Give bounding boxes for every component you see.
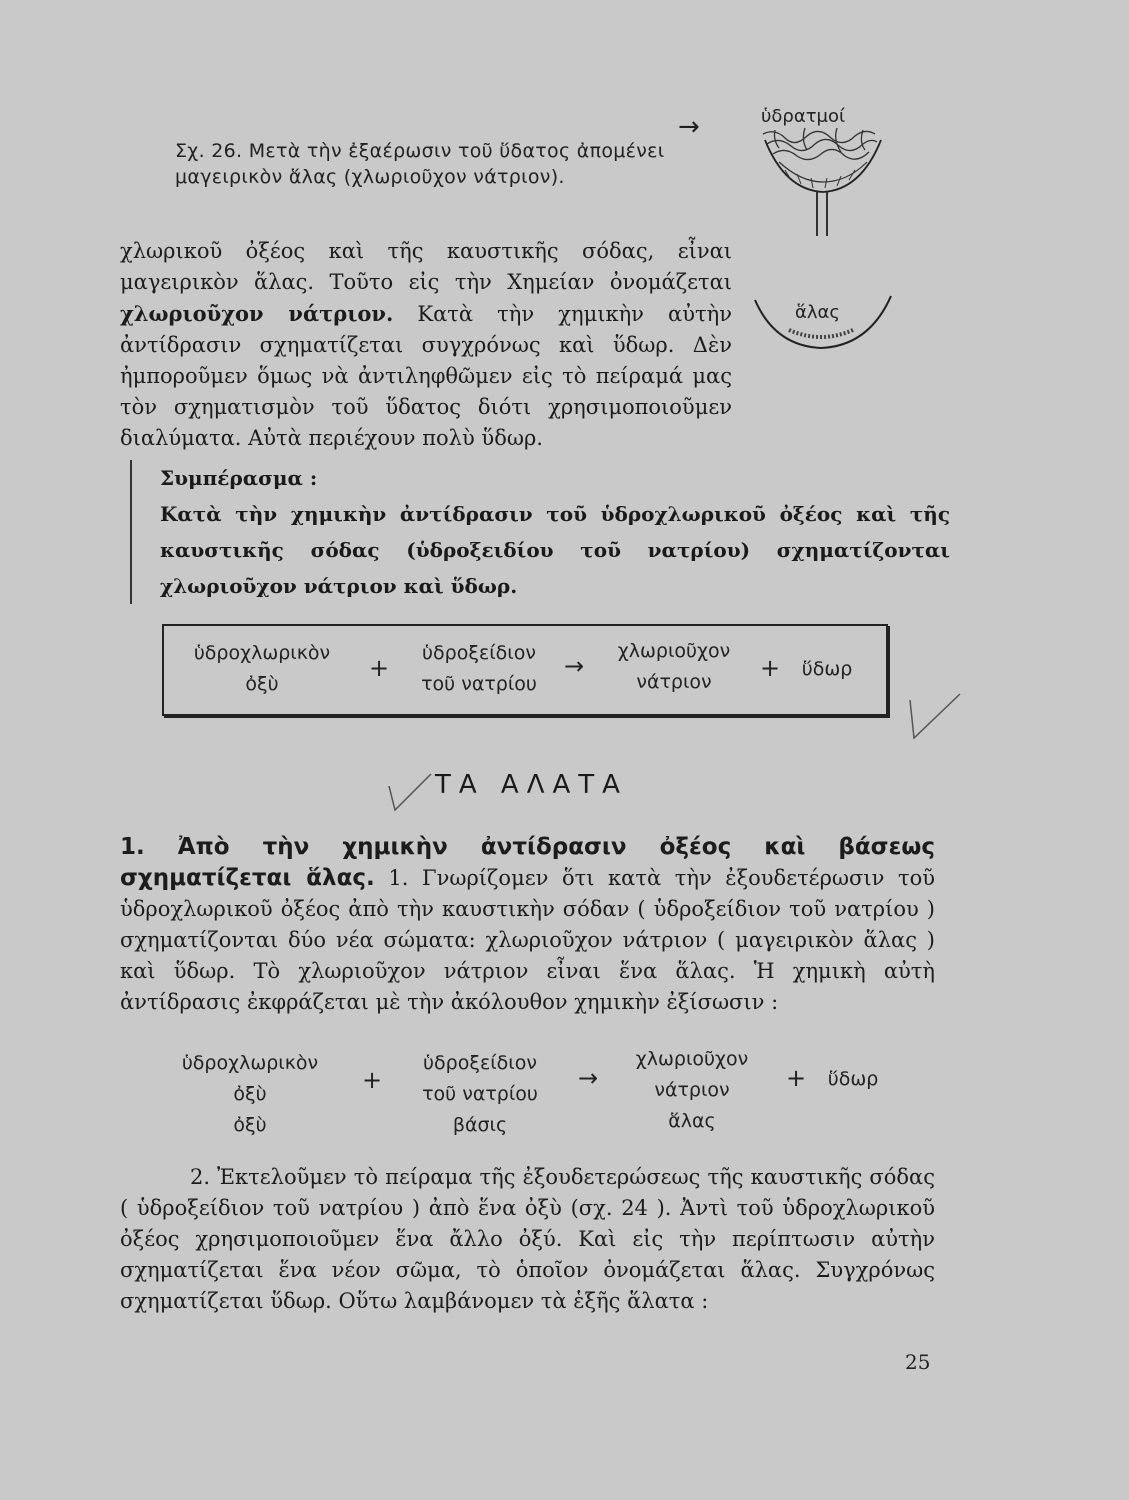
conclusion-title: Συμπέρασμα : <box>160 466 318 490</box>
conclusion-body: Κατὰ τὴν χημικὴν ἀντίδρασιν τοῦ ὑδροχλωρικοῦ ὀξέος καὶ τῆς καυστικῆς σόδας (ὑδροξειδίου τοῦ νατρίου) σχηματίζονται χλωριοῦχον νάτριον καὶ ὕδωρ. <box>160 502 950 598</box>
equation-2-term-acid <box>165 1048 335 1141</box>
paragraph-1 <box>120 236 732 454</box>
equation-arrow: → <box>564 652 585 680</box>
caption-arrow: → <box>678 112 700 142</box>
page-number: 25 <box>905 1350 931 1374</box>
equation-box <box>162 624 888 716</box>
pencil-check-mark <box>890 690 970 750</box>
equation-term-base-line2: τοῦ νατρίου <box>421 673 537 695</box>
equation-2-term-salt-line2: νάτριον <box>654 1079 730 1101</box>
paragraph-1-text-b: Κατὰ τὴν χημικὴν αὐτὴν ἀντίδρασιν σχηματίζεται συγχρόνως καὶ ὕδωρ. Δὲν ἠμποροῦμεν ὅμως νὰ ἀντιληφθῶμεν εἰς τὸ πείραμά μας τὸν σχηματισμὸν τοῦ ὕδατος διότι χρησιμοποιοῦμεν διαλύματα. Αὐτὰ περιέχουν πολὺ ὕδωρ. <box>120 302 732 450</box>
equation-2-term-base <box>400 1048 560 1141</box>
section-title: ΤΑ ΑΛΑΤΑ <box>435 770 628 800</box>
equation-term-salt-line1: χλωριοῦχον <box>617 640 731 662</box>
equation-term-base-line1: ὑδροξείδιον <box>422 642 536 664</box>
figure-caption: Σχ. 26. Μετὰ τὴν ἐξαέρωσιν τοῦ ὕδατος ἀπομένει μαγειρικὸν ἅλας (χλωριοῦχον νάτριον). <box>175 140 665 188</box>
equation-2-term-acid-line2: ὀξὺ <box>233 1083 267 1105</box>
equation-term-water: ὕδωρ <box>801 658 853 680</box>
equation-2-term-salt-line3: ἅλας <box>668 1110 716 1132</box>
equation-2-term-base-line3: βάσις <box>452 1114 508 1136</box>
equation-term-acid-line1: ὑδροχλωρικὸν <box>193 642 331 664</box>
equation-term-acid-line2: ὀξὺ <box>245 673 279 695</box>
paragraph-1-bold-term: χλωριοῦχον νάτριον. <box>120 301 394 326</box>
equation-term-salt-line2: νάτριον <box>636 671 712 693</box>
equation-plus-1: + <box>369 654 390 682</box>
equation-2-term-acid-line3: ὀξὺ <box>233 1114 267 1136</box>
equation-2-plus-2: + <box>786 1064 807 1092</box>
equation-term-base <box>404 638 554 700</box>
paragraph-2 <box>120 832 935 1018</box>
equation-plus-2: + <box>760 654 781 682</box>
paragraph-1-text-a: χλωρικοῦ ὀξέος καὶ τῆς καυστικῆς σόδας, εἶναι μαγειρικὸν ἅλας. Τοῦτο εἰς τὴν Χημείαν ὀνομάζεται <box>120 239 732 294</box>
equation-term-salt <box>604 636 744 698</box>
evaporation-figure <box>745 100 905 370</box>
equation-2-term-water: ὕδωρ <box>827 1068 879 1090</box>
equation-term-acid <box>182 638 342 700</box>
equation-2-term-salt-line1: χλωριοῦχον <box>635 1048 749 1070</box>
equation-2-plus-1: + <box>362 1066 383 1094</box>
equation-2-term-base-line1: ὑδροξείδιον <box>423 1052 537 1074</box>
figure-label-vapor: ὑδρατμοί <box>761 106 846 127</box>
conclusion-block <box>130 460 950 604</box>
paragraph-3: 2. Ἐκτελοῦμεν τὸ πείραμα τῆς ἐξουδετερώσεως τῆς καυστικῆς σόδας ( ὑδροξείδιον τοῦ νατρίου ) ἀπὸ ἕνα ὀξὺ (σχ. 24 ). Ἀντὶ τοῦ ὑδροχλωρικοῦ ὀξέος χρησιμοποιοῦμεν ἕνα ἄλλο ὀξύ. Καὶ εἰς τὴν περίπτωσιν αὐτὴν σχηματίζεται ἕνα νέον σῶμα, τὸ ὁποῖον ὀνομάζεται ἅλας. Συγχρόνως σχηματίζεται ὕδωρ. Οὕτω λαμβάνομεν τὰ ἑξῆς ἅλατα : <box>120 1165 935 1313</box>
equation-2-term-salt <box>622 1044 762 1137</box>
paragraph-2-text: 1. Γνωρίζομεν ὅτι κατὰ τὴν ἐξουδετέρωσιν τοῦ ὑδροχλωρικοῦ ὀξέος ἀπὸ τὴν καυστικὴν σόδαν ( ὑδροξείδιον τοῦ νατρίου ) σχηματίζονται δύο νέα σώματα: χλωριοῦχον νάτριον ( μαγειρικὸν ἅλας ) καὶ ὕδωρ. Τὸ χλωριοῦχον νάτριον εἶναι ἕνα ἅλας. Ἡ χημικὴ αὐτὴ ἀντίδρασις ἐκφράζεται μὲ τὴν ἀκόλουθον χημικὴν ἐξίσωσιν : <box>120 866 935 1014</box>
equation-2-term-base-line2: τοῦ νατρίου <box>422 1083 538 1105</box>
vapor-drawing <box>763 128 877 160</box>
figure-label-salt: ἅλας <box>795 302 840 323</box>
equation-2-term-acid-line1: ὑδροχλωρικὸν <box>181 1052 319 1074</box>
equation-2-arrow: → <box>578 1064 599 1092</box>
paragraph-2-heading: 1. Ἀπὸ τὴν χημικὴν ἀντίδρασιν ὀξέος καὶ βάσεως σχηματίζεται ἅλας. <box>120 834 935 891</box>
